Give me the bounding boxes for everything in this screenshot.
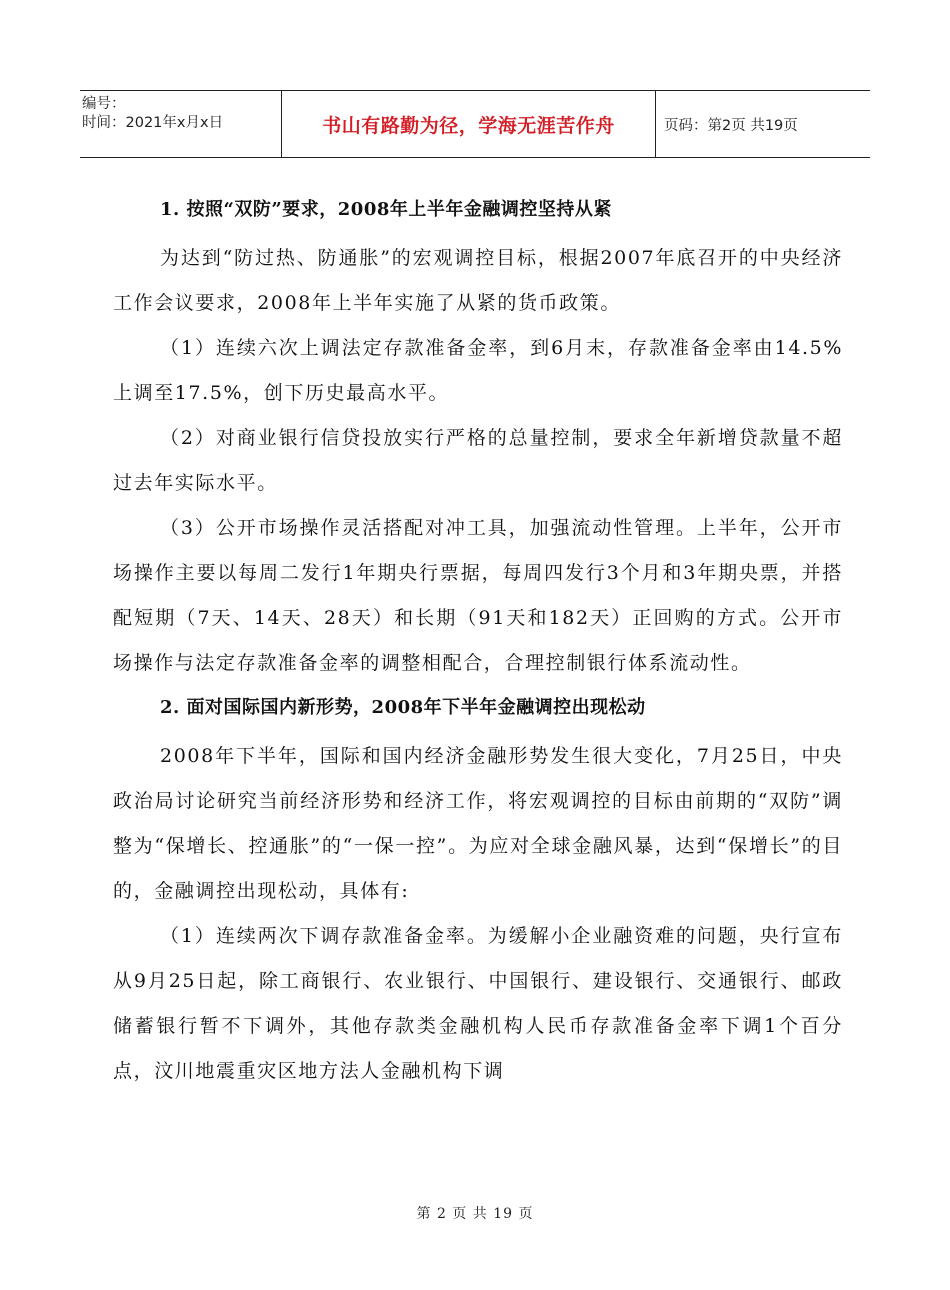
paragraph: （2）对商业银行信贷投放实行严格的总量控制，要求全年新增贷款量不超过去年实际水平。 xyxy=(113,427,843,494)
number-label: 编号： xyxy=(82,96,126,112)
section-heading-1: 1. 按照“双防”要求，2008年上半年金融调控坚持从紧 xyxy=(160,199,612,220)
paragraph: 为达到“防过热、防通胀”的宏观调控目标，根据2007年底召开的中央经济工作会议要求，2008年上半年实施了从紧的货币政策。 xyxy=(113,247,843,314)
document-body xyxy=(113,190,843,1094)
header-meta xyxy=(80,91,282,157)
paragraph: 2008年下半年，国际和国内经济金融形势发生很大变化，7月25日，中央政治局讨论研究当前经济形势和经济工作，将宏观调控的目标由前期的“双防”调整为“保增长、控通胀”的“一保一控”。为应对全球金融风暴，达到“保增长”的目的，金融调控出现松动，具体有: xyxy=(113,745,843,902)
page-footer: 第 2 页 共 19 页 xyxy=(416,1206,534,1222)
document-header xyxy=(80,90,870,158)
header-motto: 书山有路勤为径，学海无涯苦作舟 xyxy=(282,91,656,157)
paragraph: （3）公开市场操作灵活搭配对冲工具，加强流动性管理。上半年，公开市场操作主要以每周二发行1年期央行票据，每周四发行3个月和3年期央票，并搭配短期（7天、14天、28天）和长期（91天和182天）正回购的方式。公开市场操作与法定存款准备金率的调整相配合，合理控制银行体系流动性。 xyxy=(113,517,843,674)
paragraph: （1）连续六次上调法定存款准备金率，到6月末，存款准备金率由14.5%上调至17.5%，创下历史最高水平。 xyxy=(113,337,843,404)
header-page-info: 页码：第2页 共19页 xyxy=(664,117,798,134)
paragraph: （1）连续两次下调存款准备金率。为缓解小企业融资难的问题，央行宣布从9月25日起，除工商银行、农业银行、中国银行、建设银行、交通银行、邮政储蓄银行暂不下调外，其他存款类金融机构人民币存款准备金率下调1个百分点，汶川地震重灾区地方法人金融机构下调 xyxy=(113,925,843,1082)
section-heading-2: 2. 面对国际国内新形势，2008年下半年金融调控出现松动 xyxy=(160,697,646,718)
time-label: 时间：2021年x月x日 xyxy=(82,115,224,131)
